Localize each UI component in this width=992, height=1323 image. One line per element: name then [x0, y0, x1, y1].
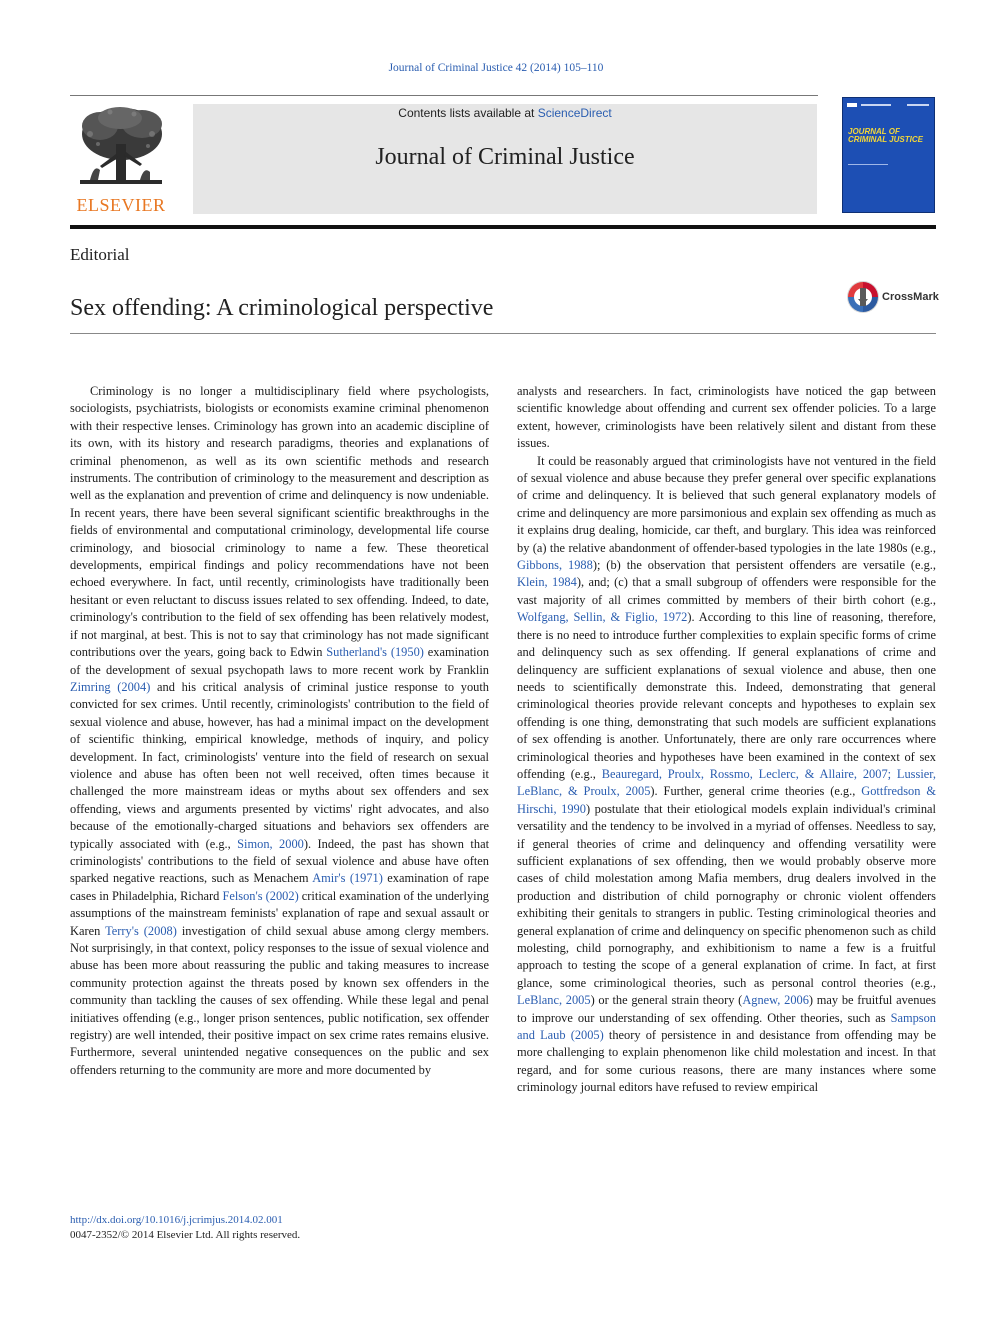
- elsevier-wordmark: ELSEVIER: [76, 195, 166, 215]
- reference-link[interactable]: Zimring (2004): [70, 679, 151, 694]
- contents-prefix: Contents lists available at: [398, 106, 538, 120]
- body-paragraph: [517, 383, 936, 453]
- body-text: ) postulate that their etiological models explain individual's criminal versatility and the tendency to be involved in a myriad of offenses. Needless to say, if general theories of crime and delinquency and offending versatility were sufficient explanations of sex offending, then we would probably observe more cases of child molestation among Mafia members, drug dealers involved in the production and distribution of child pornography or chronic violent offenders exhibiting their genitals to strangers in public. Testing criminological theories and general explanation of crime and delinquency on specific phenomenon such as child molesting, child pornography, and exhibitionism to name a few is a fruitful approach to testing the scope of a general explanation of crime. In fact, at first glance, some criminological theories, such as personal control theories (e.g.,: [517, 801, 936, 990]
- body-paragraph: [70, 383, 489, 1079]
- reference-link[interactable]: Sampson and Laub (2005): [517, 1010, 936, 1043]
- body-column-left: [70, 383, 489, 1079]
- cover-divider: [848, 164, 888, 165]
- body-paragraph: [517, 453, 936, 1097]
- title-rule: [70, 333, 936, 334]
- reference-link[interactable]: Klein, 1984: [517, 575, 577, 590]
- body-text: ); (b) the observation that persistent offenders are versatile (e.g.,: [592, 558, 936, 573]
- reference-link[interactable]: LeBlanc, 2005: [517, 993, 591, 1008]
- journal-citation-link[interactable]: Journal of Criminal Justice 42 (2014) 105–110: [388, 62, 604, 74]
- body-text: theory of persistence in and desistance from offending may be more challenging to explain phenomenon like child molestation and incest. In that regard, and for some curious reasons, there are many instances where some criminology journal editors have refused to review empirical: [517, 1028, 936, 1095]
- crossmark-icon: [846, 280, 880, 314]
- body-text: examination of the development of sexual psychopath laws to more recent work by Franklin: [70, 645, 490, 677]
- body-text: ). According to this line of reasoning, therefore, there is no need to introduce further complexities to explain specific forms of crime and delinquency such as sex offending. If general explanations of crime and delinquency are sufficient explanations of sexual violence and abuse, then one needs to scientifically demonstrate this. Indeed, demonstrating that general criminological theories provide relevant concepts and hypotheses to explain sex offending is one thing, demonstrating that such models are sufficient explanations of sex offending is another. Unfortunately, there are only rare occurrences where criminological theories and hypotheses have been examined in the context of sex offending (e.g.,: [517, 610, 936, 781]
- body-text: analysts and researchers. In fact, criminologists have noticed the gap between scientific knowledge about offending and current sex offender policies. To a large extent, however, criminologists have been relatively silent and distant from these issues.: [517, 384, 936, 451]
- doi-link[interactable]: http://dx.doi.org/10.1016/j.jcrimjus.2014.02.001: [70, 1214, 283, 1226]
- reference-link[interactable]: Amir's (1971): [312, 871, 383, 886]
- reference-link[interactable]: Terry's (2008): [105, 923, 177, 938]
- journal-cover-thumbnail[interactable]: [842, 97, 935, 213]
- body-text: ). Further, general crime theories (e.g.,: [650, 784, 862, 799]
- reference-link[interactable]: Gibbons, 1988: [517, 558, 593, 573]
- contents-line: [193, 106, 817, 120]
- journal-name: Journal of Criminal Justice: [375, 144, 635, 170]
- reference-link[interactable]: Sutherland's (1950): [326, 645, 424, 660]
- copyright-notice: 0047-2352/© 2014 Elsevier Ltd. All rights reserved.: [70, 1229, 301, 1241]
- reference-link[interactable]: Gottfredson & Hirschi, 1990: [517, 784, 936, 816]
- article-title: Sex offending: A criminological perspective: [70, 295, 494, 321]
- reference-link[interactable]: Simon, 2000: [237, 836, 304, 851]
- body-column-right: [517, 383, 936, 1097]
- body-text: ). Indeed, the past has shown that criminologists' contributions to the field of sexual violence and abuse have often sparked negative reactions, such as Menachem: [70, 836, 490, 886]
- reference-link[interactable]: Felson's (2002): [222, 888, 299, 903]
- crossmark-badge[interactable]: [846, 280, 938, 316]
- cover-title: JOURNAL OF CRIMINAL JUSTICE: [848, 127, 923, 144]
- reference-link[interactable]: Beauregard, Proulx, Rossmo, Leclerc, & Allaire, 2007; Lussier, LeBlanc, & Proulx, 2005: [517, 766, 936, 799]
- reference-link[interactable]: Wolfgang, Sellin, & Figlio, 1972: [517, 610, 688, 625]
- header-rule: [70, 95, 818, 96]
- header-thick-rule: [70, 225, 936, 229]
- body-text: critical examination of the underlying assumptions of the mainstream feminists' explanation of rape and sexual assault or Karen: [70, 888, 489, 938]
- body-text: investigation of child sexual abuse among clergy members. Not surprisingly, in that context, policy responses to the issue of sexual violence and abuse has been more about reassuring the public and taking measures to increase community protection against the threats posed by known sex offenders in the community than tackling the causes of sex offending. While these legal and penal initiatives offending (e.g., longer prison sentences, public notification, sex offender registry) are well intended, their positive impact on sex crime rates remains elusive. Furthermore, several unintended negative consequences on the public and sex offenders returning to the community are more and more documented by: [70, 923, 489, 1077]
- body-text: ) or the general strain theory (: [590, 993, 743, 1008]
- body-text: Criminology is no longer a multidisciplinary field where psychologists, sociologists, psychiatrists, biologists or economists examine criminal phenomenon with their respective lenses. Criminology has grown into an academic discipline of its own, with its history and research paradigms, theories and explanations of criminal phenomenon, as well as its own scientific methods and research instruments. The contribution of criminology to the measurement and description as well as the explanation and prevention of crime and delinquency is now undeniable. In recent years, there have been several significant scientific breakthroughs in the fields of environmental and computational criminology, developmental life course criminology, and biosocial criminology to name a few. These theoretical developments, empirical findings and policy recommendations have not been echoed everywhere. In fact, until recently, criminologists have traditionally been hesitant or even reluctant to discuss issues related to sex offending. Indeed, to date, criminology's contribution to the field of sex offending has been relatively modest, if not marginal, at best. This is not to say that criminology has not made significant contributions over the years, going back to Edwin: [70, 384, 489, 660]
- sciencedirect-link[interactable]: ScienceDirect: [537, 106, 612, 120]
- article-section-label: Editorial: [70, 245, 130, 264]
- crossmark-label: CrossMark: [882, 291, 939, 303]
- body-text: ), and; (c) that a small subgroup of offenders were responsible for the vast majority of all crimes committed by members of their birth cohort (e.g.,: [517, 575, 936, 607]
- body-text: ) may be fruitful avenues to improve our understanding of sex offending. Other theories, such as: [517, 993, 936, 1025]
- cover-header-strip: [847, 102, 931, 108]
- journal-masthead: [193, 104, 817, 214]
- body-text: examination of rape cases in Philadelphia, Richard: [70, 871, 489, 903]
- reference-link[interactable]: Agnew, 2006: [742, 993, 809, 1008]
- body-text: It could be reasonably argued that criminologists have not ventured in the field of sexual violence and abuse because they prefer general over specific explanations of crime and delinquency. It is believed that such general explanatory models of crime and delinquency are more parsimonious and explain sex offending as much as it explains drug dealing, homicide, car theft, and burglary. This idea was reinforced by (a) the relative abandonment of offender-based typologies in the late 1980s (e.g.,: [517, 453, 936, 555]
- body-text: and his critical analysis of criminal justice response to youth convicted for sex crimes. Until recently, criminologists' contribution to the field of sexual violence and abuse, however, has had a minimal impact on the development of scientific thinking, empirical knowledge, methods of inquiry, and policy development. In fact, criminologists' venture into the field of research on sexual violence and abuse has often been not well received, often times because it challenged the more mainstream ideas or myths about sex offenders and sex offending, views and arguments presented by victims' right advocates, and also because of the emotionally-charged situations and behaviors sex offenders are typically associated with (e.g.,: [70, 679, 489, 851]
